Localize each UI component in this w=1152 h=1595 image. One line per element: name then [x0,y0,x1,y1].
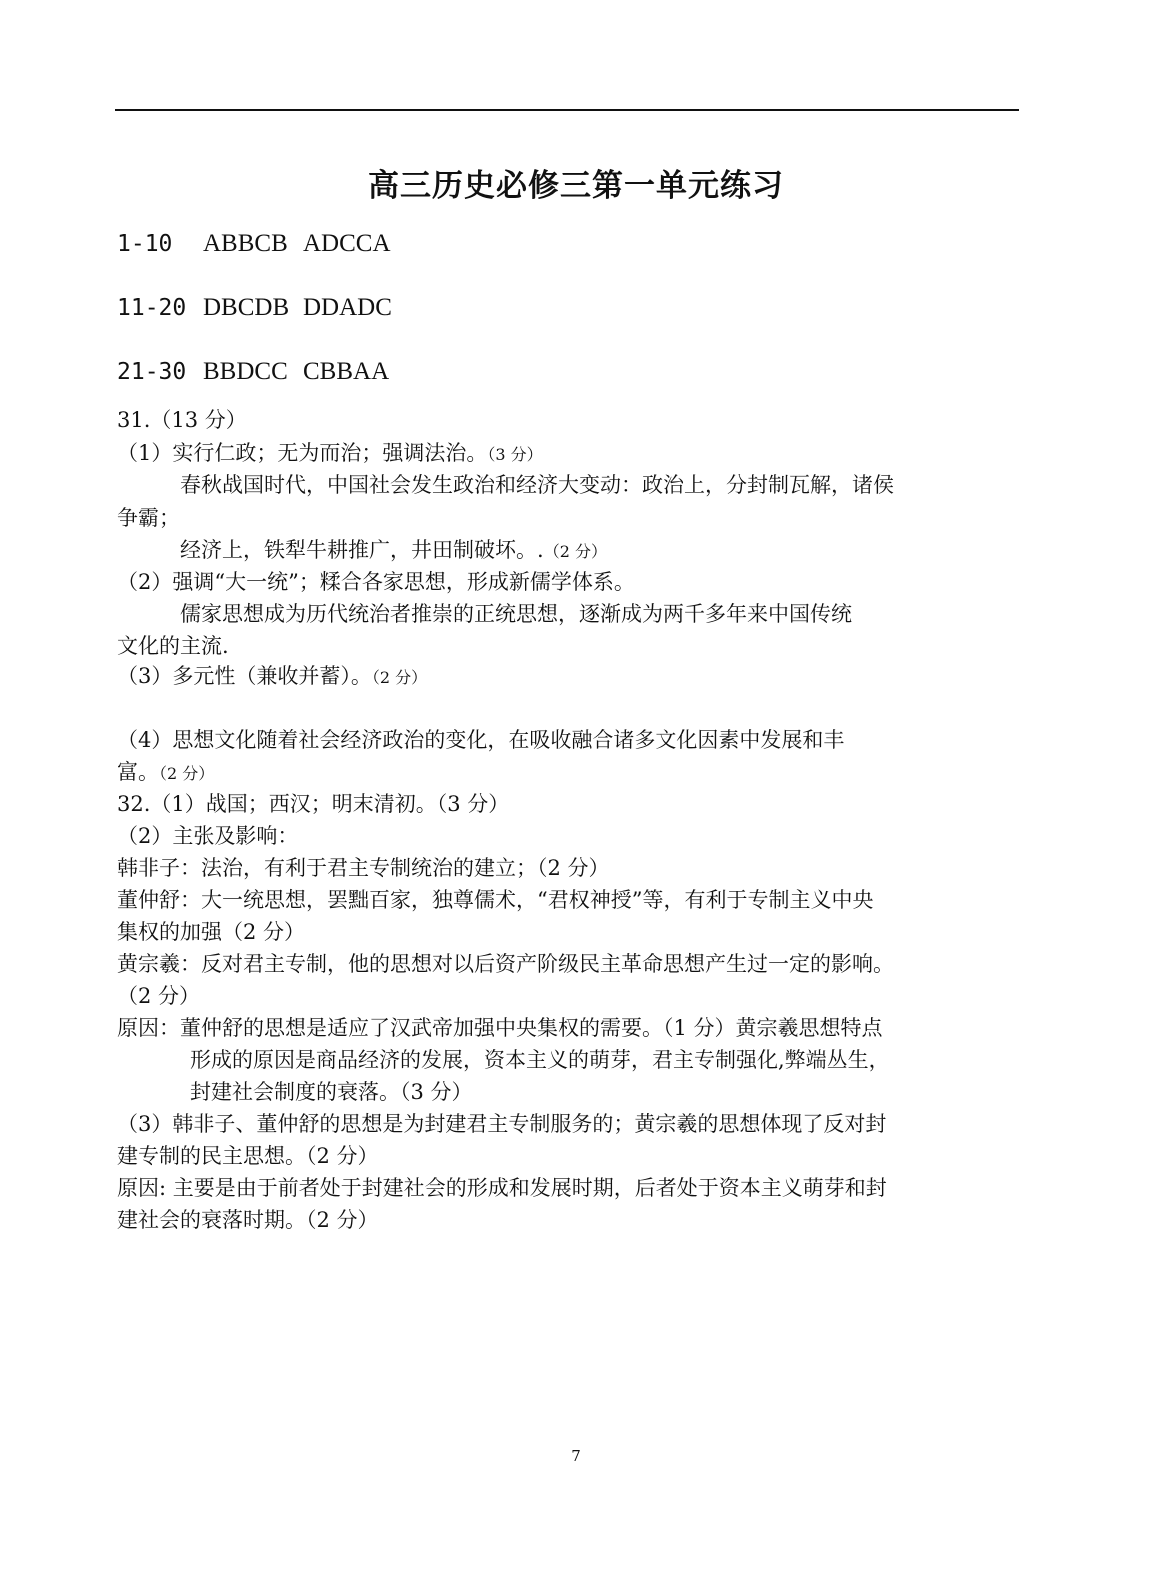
text-line: （2）强调“大一统”；糅合各家思想，形成新儒学体系。 [117,570,635,594]
text-span: （3）多元性（兼收并蓄）。 [117,664,372,688]
answer-row [117,230,391,258]
text-line: 建社会的衰落时期。（2 分） [117,1208,379,1232]
text-line: 韩非子：法治，有利于君主专制统治的建立；（2 分） [117,856,610,880]
answer-range: 1-10 [117,231,173,257]
text-line: 形成的原因是商品经济的发展，资本主义的萌芽，君主专制强化,弊端丛生， [190,1048,890,1072]
text-line [117,762,214,783]
text-line: 春秋战国时代，中国社会发生政治和经济大变动：政治上，分封制瓦解，诸侯 [180,473,894,497]
text-line: （2 分） [117,984,201,1008]
header-rule [115,109,1019,111]
score-note: （2 分） [543,542,607,561]
text-line [117,443,543,464]
text-line: 建专制的民主思想。（2 分） [117,1144,379,1168]
answer-row [117,358,389,386]
text-line: （4）思想文化随着社会经济政治的变化，在吸收融合诸多文化因素中发展和丰 [117,728,845,752]
answer-group: BBDCC [203,358,288,385]
text-line: 董仲舒：大一统思想，罢黜百家，独尊儒术，“君权神授”等，有利于专制主义中央 [117,888,874,912]
answer-range: 21-30 [117,359,187,385]
text-line: 争霸； [117,506,180,530]
text-line: 原因：董仲舒的思想是适应了汉武帝加强中央集权的需要。（1 分）黄宗羲思想特点 [117,1016,883,1040]
score-note: （2 分） [159,764,215,783]
text-line: 封建社会制度的衰落。（3 分） [190,1080,473,1104]
text-span: （1）实行仁政；无为而治；强调法治。 [117,441,488,465]
text-line: 儒家思想成为历代统治者推崇的正统思想，逐渐成为两千多年来中国传统 [180,602,852,626]
answer-group: DBCDB [203,294,290,321]
answer-range: 11-20 [117,295,187,321]
page-title: 高三历史必修三第一单元练习 [368,168,784,204]
q32-heading: 32.（1）战国；西汉；明末清初。（3 分） [117,792,510,816]
text-span: 富。 [117,760,159,784]
text-line: （2）主张及影响： [117,824,299,848]
answer-group: ADCCA [303,230,391,257]
text-span: 经济上，铁犁牛耕推广，井田制破坏。. [180,538,544,562]
answer-row [117,294,392,322]
q31-heading: 31.（13 分） [117,408,247,432]
page-number: 7 [571,1447,581,1465]
text-line: 集权的加强（2 分） [117,920,306,944]
text-line [180,540,607,561]
text-line: 文化的主流. [117,634,229,658]
text-line [117,666,427,687]
text-line: 黄宗羲：反对君主专制，他的思想对以后资产阶级民主革命思想产生过一定的影响。 [117,952,894,976]
score-note: （2 分） [371,668,428,687]
score-note: （3 分） [487,445,543,464]
text-line: （3）韩非子、董仲舒的思想是为封建君主专制服务的；黄宗羲的思想体现了反对封 [117,1112,887,1136]
text-line: 原因: 主要是由于前者处于封建社会的形成和发展时期，后者处于资本主义萌芽和封 [117,1176,887,1200]
answer-group: CBBAA [303,358,390,385]
answer-group: DDADC [303,294,392,321]
answer-group: ABBCB [203,230,288,257]
